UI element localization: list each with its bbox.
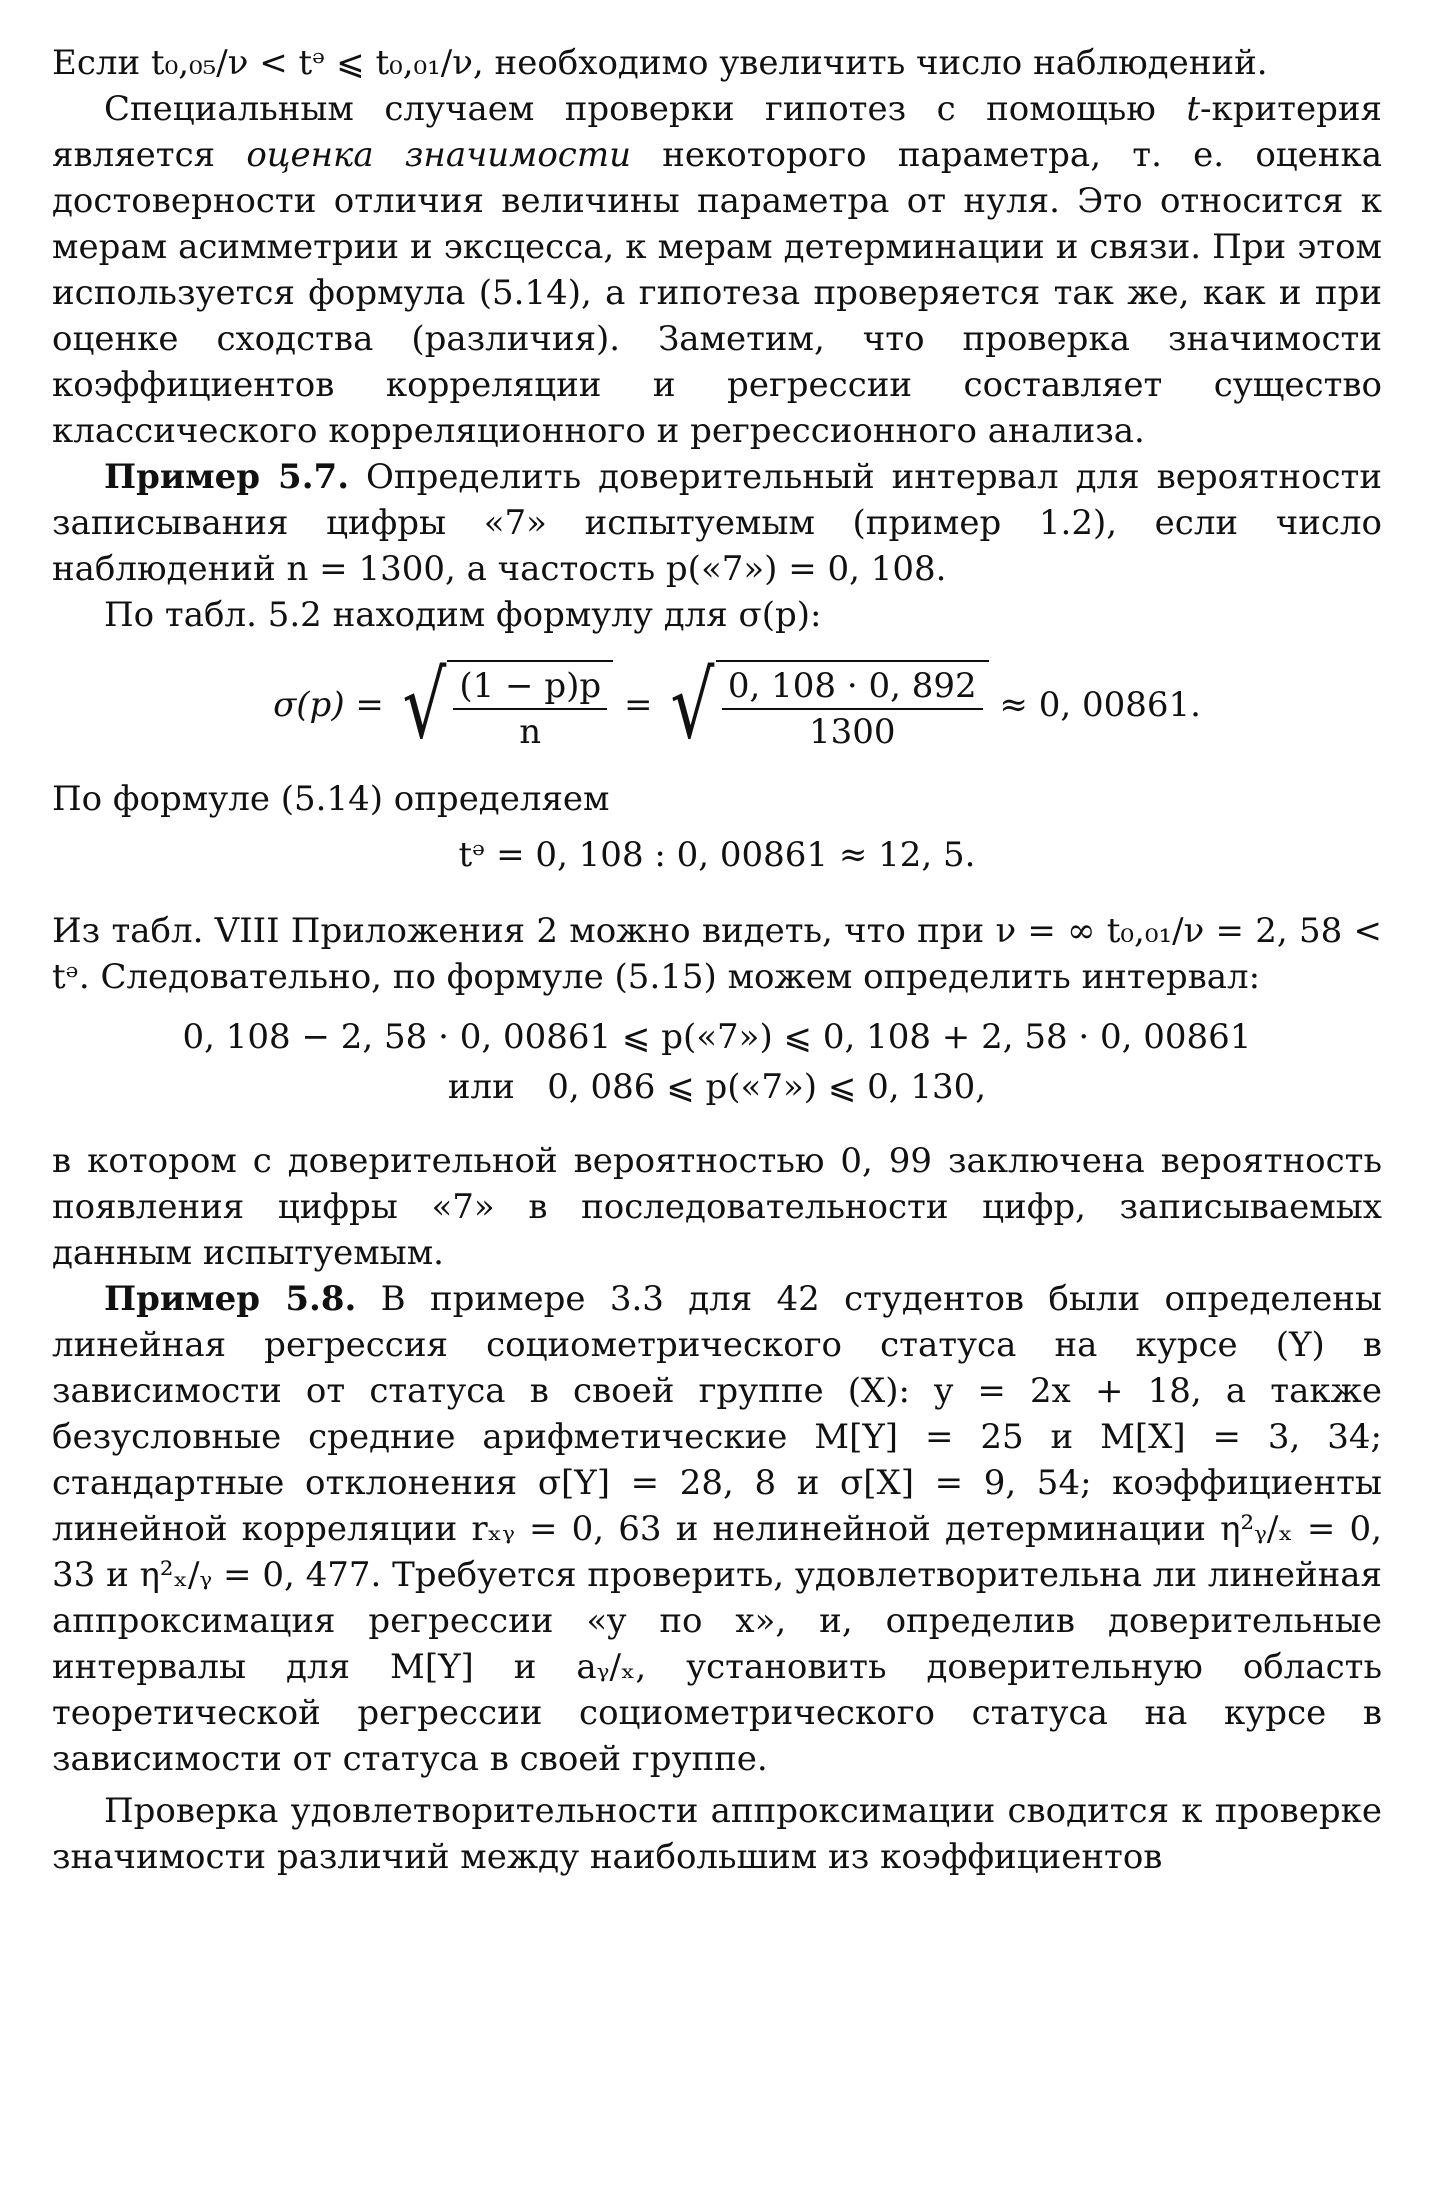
fraction-1-denominator: n (519, 712, 542, 752)
fraction-1 (453, 664, 607, 754)
fraction-2-numerator: 0, 108 · 0, 892 (722, 664, 983, 710)
example-5-8 (52, 1276, 1382, 1782)
paragraph-2-part-c: некоторого параметра, т. е. оценка достоверности отличия величины параметра от нуля. Это относится к мерам асимметрии и эксцесса, к мерам детерминации и связи. При этом используется формула (5.14), а гипотеза проверяется так же, как и при оценке сходства (различия). Заметим, что проверка значимости коэффициентов корреляции и регрессии составляет существо классического корреляционного и регрессионного анализа. (52, 135, 1382, 451)
interval-equation-1: 0, 108 − 2, 58 · 0, 00861 ⩽ p(«7») ⩽ 0, 108 + 2, 58 · 0, 00861 (182, 1017, 1252, 1057)
paragraph-2-t: t (1186, 89, 1201, 129)
interval-equations (52, 1014, 1382, 1110)
example-5-8-text: В примере 3.3 для 42 студентов были определены линейная регрессия социометрического статуса на курсе (Y) в зависимости от статуса в своей группе (X): y = 2x + 18, а также безусловные средние арифметические M[Y] = 25 и M[X] = 3, 34; стандартные отклонения σ[Y] = 28, 8 и σ[X] = 9, 54; коэффициенты линейной корреляции rₓᵧ = 0, 63 и нелинейной детерминации η²ᵧ/ₓ = 0, 33 и η²ₓ/ᵧ = 0, 477. Требуется проверить, удовлетворительна ли линейная аппроксимация регрессии «y по x», и, определив доверительные интервалы для M[Y] и aᵧ/ₓ, установить доверительную область теоретической регрессии социометрического статуса на курсе в зависимости от статуса в своей группе. (52, 1279, 1382, 1779)
example-5-8-label: Пример 5.8. (104, 1279, 357, 1319)
sigma-equation (92, 652, 1382, 759)
sigma-result: ≈ 0, 00861. (999, 685, 1201, 725)
paragraph-approximation: Проверка удовлетворительности аппроксимации сводится к проверке значимости различий между наибольшим из коэффициентов (52, 1791, 1382, 1877)
paragraph-confidence: в котором с доверительной вероятностью 0, 99 заключена вероятность появления цифры «7» в последовательности цифр, записываемых данным испытуемым. (52, 1141, 1382, 1273)
paragraph-sigma-intro: По табл. 5.2 находим формулу для σ(p): (104, 595, 822, 635)
sigma-lhs: σ(p) = (273, 685, 384, 725)
paragraph-2-emphasis: оценка значимости (246, 135, 631, 175)
t-equation: tᵊ = 0, 108 : 0, 00861 ≈ 12, 5. (458, 835, 976, 875)
paragraph-1: Если t₀,₀₅/ν < tᵊ ⩽ t₀,₀₁/ν, необходимо увеличить число наблюдений. (52, 43, 1268, 83)
sqrt-2: √ $\frac{0, 108 \cdot 0, 892}{1300}$ (663, 660, 988, 754)
fraction-2 (722, 664, 983, 754)
equals-sign: = (623, 685, 653, 725)
interval-equation-2-value: 0, 086 ⩽ p(«7») ⩽ 0, 130, (547, 1067, 987, 1107)
document-page (52, 40, 1382, 1880)
interval-equation-2 (52, 1064, 1382, 1110)
fraction-1-numerator: (1 − p)p (453, 664, 607, 710)
paragraph-table-viii: Из табл. VIII Приложения 2 можно видеть, что при ν = ∞ t₀,₀₁/ν = 2, 58 < tᵊ. Следовательно, по формуле (5.15) можем определить интервал: (52, 911, 1382, 997)
example-5-7-label: Пример 5.7. (104, 457, 350, 497)
sqrt-1: √ $\frac{(1 - p)p}{n}$ (395, 660, 613, 754)
paragraph-2-part-a: Специальным случаем проверки гипотез с помощью (104, 89, 1187, 129)
example-5-7 (52, 454, 1382, 592)
paragraph-formula-514: По формуле (5.14) определяем (52, 779, 610, 819)
paragraph-2 (52, 86, 1382, 454)
paragraph-2-part-b: -критерия является (52, 89, 1382, 175)
example-5-7-text: Определить доверительный интервал для вероятности записывания цифры «7» испытуемым (пример 1.2), если число наблюдений n = 1300, а частость p(«7») = 0, 108. (52, 457, 1382, 589)
fraction-2-denominator: 1300 (808, 712, 896, 752)
interval-or: или (447, 1067, 515, 1107)
